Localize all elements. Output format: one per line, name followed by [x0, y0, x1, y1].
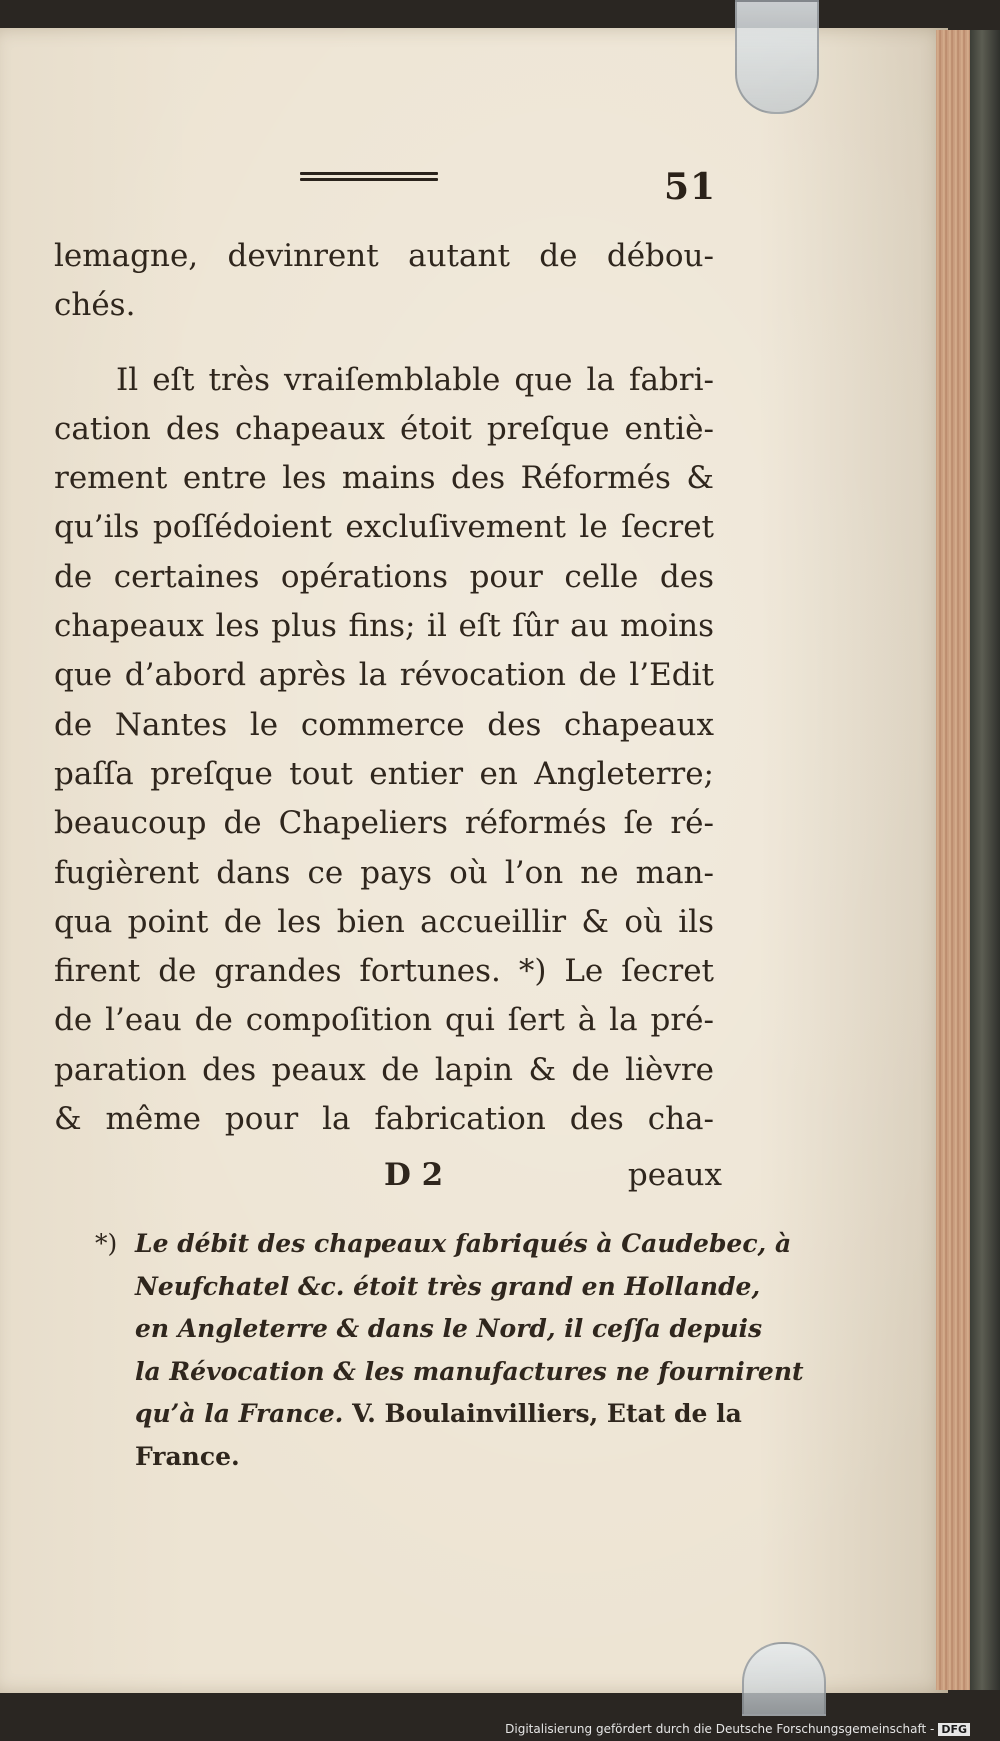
- body-line: qu’ils poſſédoient excluſivement le ſecret: [54, 509, 714, 546]
- signature-row: [54, 1157, 722, 1203]
- footnote-line: France.: [135, 1441, 240, 1471]
- footnote-line: Le débit des chapeaux fabriqués à Caudebec, à: [135, 1229, 792, 1258]
- book-cover-board: [970, 30, 1000, 1690]
- body-line: Il eſt très vraiſemblable que la fabri-: [116, 361, 714, 398]
- footnote: [95, 1223, 804, 1478]
- body-line: firent de grandes fortunes. *) Le ſecret: [54, 953, 714, 990]
- body-line: fugièrent dans ce pays où l’on ne man-: [54, 854, 714, 891]
- body-line: lemagne, devinrent autant de débou-: [54, 238, 714, 274]
- page-clip-bottom: [742, 1642, 826, 1716]
- body-line: chés.: [54, 287, 136, 324]
- body-text: [54, 232, 714, 1144]
- body-line: cation des chapeaux étoit preſque entiè-: [54, 410, 714, 447]
- body-line: rement entre les mains des Réformés &: [54, 460, 714, 497]
- footnote-roman-part: V. Boulainvilliers, Etat de la: [352, 1399, 742, 1428]
- footnote-line: en Angleterre & dans le Nord, il ceſſa depuis: [135, 1314, 763, 1343]
- digitization-credit: [505, 1722, 970, 1736]
- body-line: qua point de les bien accueillir & où ils: [54, 903, 714, 940]
- body-line: que d’abord après la révocation de l’Edit: [54, 657, 714, 694]
- body-line: paration des peaux de lapin & de lièvre: [54, 1051, 714, 1088]
- body-line: paſſa preſque tout entier en Angleterre;: [54, 755, 714, 792]
- body-line: de certaines opérations pour celle des: [54, 558, 714, 595]
- page-number: 51: [664, 166, 717, 208]
- footnote-marker: *): [95, 1229, 118, 1258]
- catchword: peaux: [627, 1157, 722, 1193]
- body-line: de l’eau de compoſition qui ſert à la pré-: [54, 1002, 714, 1039]
- header-ornament: [300, 172, 438, 188]
- credit-text: Digitalisierung gefördert durch die Deutsche Forschungsgemeinschaft -: [505, 1722, 935, 1736]
- footnote-line-5: [135, 1393, 742, 1436]
- footnote-italic-part: qu’à la France.: [135, 1399, 344, 1428]
- footnote-line: la Révocation & les manufactures ne fournirent: [135, 1356, 804, 1386]
- signature-mark: D 2: [384, 1157, 444, 1193]
- dfg-logo: DFG: [938, 1723, 970, 1736]
- body-line: de Nantes le commerce des chapeaux: [54, 706, 714, 743]
- page-clip-top: [735, 0, 819, 114]
- body-line: beaucoup de Chapeliers réformés ſe ré-: [54, 805, 714, 842]
- footnote-line: Neufchatel &c. étoit très grand en Hollande,: [135, 1271, 761, 1301]
- body-line: & même pour la fabrication des cha-: [54, 1101, 714, 1138]
- body-line: chapeaux les plus fins; il eſt ſûr au moins: [54, 608, 714, 645]
